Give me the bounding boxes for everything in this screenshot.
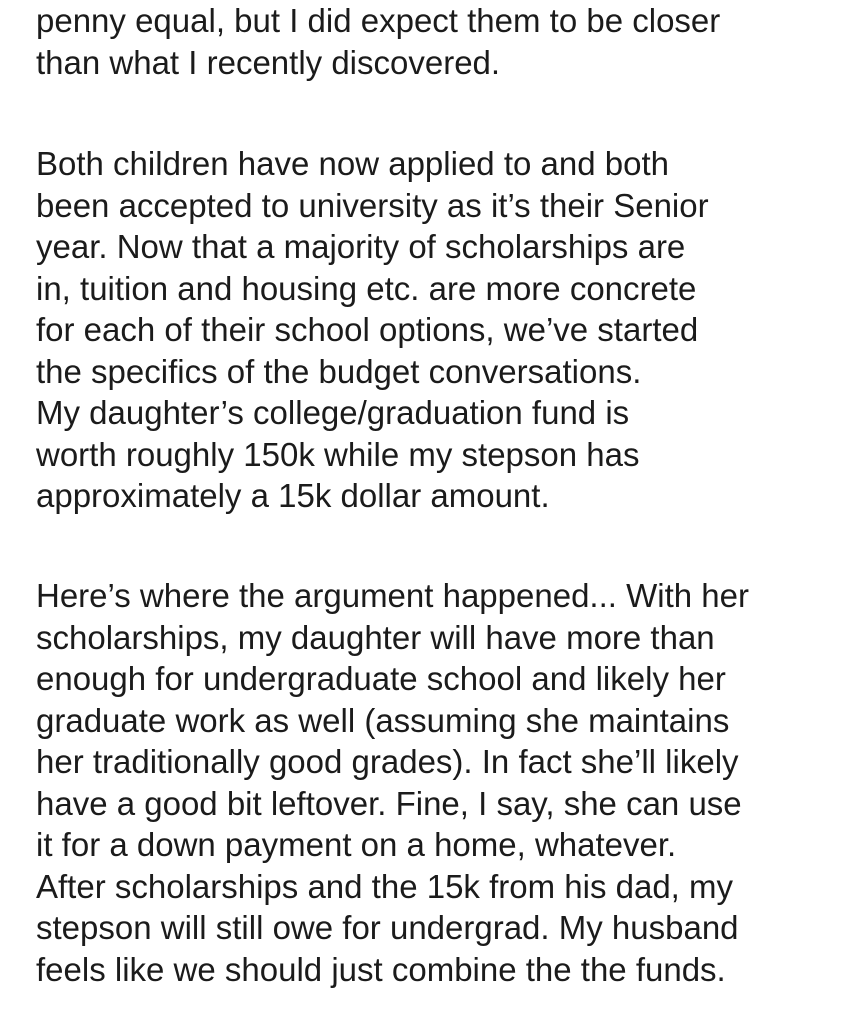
text-line: approximately a 15k dollar amount. [36,477,550,514]
paragraph-intro-continuation [36,0,836,83]
text-line: the specifics of the budget conversations. [36,352,642,390]
text-line: penny equal, but I did expect them to be closer [36,2,721,39]
text-line: scholarships, my daughter will have more than [36,618,715,656]
text-line: My daughter’s college/graduation fund is [36,394,630,431]
text-line: than what I recently discovered. [36,43,501,81]
text-line: stepson will still owe for undergrad. My husband [36,909,739,946]
text-line: Both children have now applied to and both [36,145,669,182]
text-line: for each of their school options, we’ve started [36,311,699,348]
text-line: it for a down payment on a home, whatever. [36,826,677,863]
text-line: Here’s where the argument happened... With her [36,577,749,614]
text-line: After scholarships and the 15k from his dad, my [36,867,733,905]
text-line: her traditionally good grades). In fact she’ll likely [36,743,739,780]
text-line: worth roughly 150k while my stepson has [36,435,640,473]
paragraph-argument [36,575,836,990]
text-line: feels like we should just combine the the funds. [36,950,726,988]
text-line: graduate work as well (assuming she maintains [36,701,730,739]
text-line: have a good bit leftover. Fine, I say, she can use [36,784,742,822]
text-line: been accepted to university as it’s their Senior [36,186,709,224]
paragraph-college-funds [36,143,836,517]
text-line: enough for undergraduate school and likely her [36,660,726,697]
text-line: year. Now that a majority of scholarships are [36,228,686,265]
text-line: in, tuition and housing etc. are more concrete [36,269,697,307]
